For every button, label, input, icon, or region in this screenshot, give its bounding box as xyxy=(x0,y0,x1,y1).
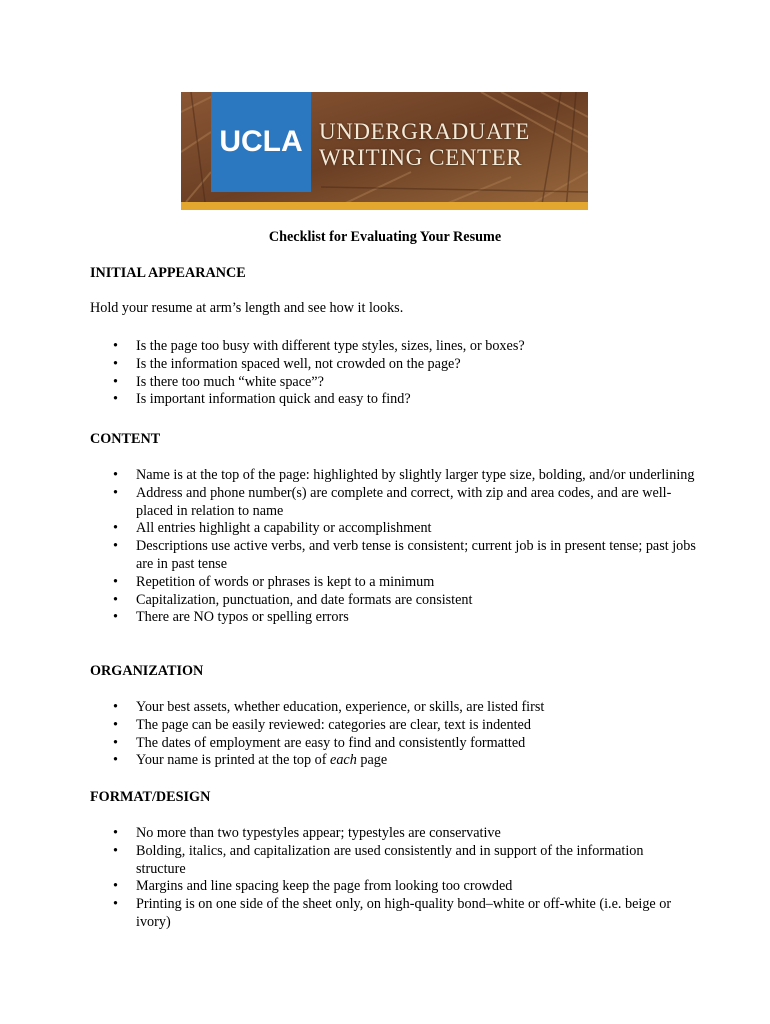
bullet-icon: • xyxy=(113,591,118,608)
list-item: • Bolding, italics, and capitalization are used consistently and in support of the information structure xyxy=(113,842,644,877)
list-item: • Descriptions use active verbs, and verb tense is consistent; current job is in present tense; past jobs are in past tense xyxy=(113,538,696,572)
list-item: • Is important information quick and easy to find? xyxy=(113,391,411,408)
list-item: • The page can be easily reviewed: categories are clear, text is indented xyxy=(113,716,531,733)
bullet-icon: • xyxy=(113,355,118,372)
bullet-icon: • xyxy=(113,752,118,769)
bullet-icon: • xyxy=(113,373,118,390)
banner-line-undergraduate: UNDERGRADUATE xyxy=(319,119,530,144)
bullet-icon: • xyxy=(113,699,118,715)
banner-bottom-stripe xyxy=(181,202,588,210)
content-list xyxy=(0,467,770,627)
document-title: Checklist for Evaluating Your Resume xyxy=(268,229,502,245)
list-item: • There are NO typos or spelling errors xyxy=(113,609,349,626)
list-item: • Is the page too busy with different type styles, sizes, lines, or boxes? xyxy=(113,338,525,354)
organization-list xyxy=(0,699,770,770)
list-item: • No more than two typestyles appear; typestyles are conservative xyxy=(113,825,501,841)
list-item: • Address and phone number(s) are complete and correct, with zip and area codes, and are well-placed in relation to name xyxy=(113,484,672,519)
list-item: • Is there too much “white space”? xyxy=(113,373,324,390)
section-heading-initial-appearance: INITIAL APPEARANCE xyxy=(90,265,246,281)
bullet-icon: • xyxy=(113,878,118,895)
bullet-icon: • xyxy=(113,825,118,841)
ucla-writing-center-banner xyxy=(181,92,588,210)
list-item: • Name is at the top of the page: highlighted by slightly larger type size, bolding, and/or underlining xyxy=(113,467,695,483)
bullet-icon: • xyxy=(113,391,118,408)
section-heading-organization: ORGANIZATION xyxy=(90,663,204,679)
initial-appearance-list xyxy=(0,338,770,409)
list-item: • Margins and line spacing keep the page from looking too crowded xyxy=(113,878,513,895)
bullet-icon: • xyxy=(113,467,118,483)
banner-line-writing-center: WRITING CENTER xyxy=(319,145,523,170)
bullet-icon: • xyxy=(113,734,118,751)
list-item: • The dates of employment are easy to find and consistently formatted xyxy=(113,734,526,751)
bullet-icon: • xyxy=(113,609,118,626)
ucla-logo xyxy=(211,92,311,192)
bullet-icon: • xyxy=(113,842,118,859)
bullet-icon: • xyxy=(113,338,118,354)
section-heading-content: CONTENT xyxy=(90,431,161,447)
bullet-icon: • xyxy=(113,538,118,555)
bullet-icon: • xyxy=(113,520,118,537)
bullet-icon: • xyxy=(113,896,118,913)
list-item: • Repetition of words or phrases is kept to a minimum xyxy=(113,573,435,590)
list-item: • Is the information spaced well, not crowded on the page? xyxy=(113,355,461,372)
ucla-logo-text: UCLA xyxy=(219,125,303,159)
bullet-icon: • xyxy=(113,573,118,590)
list-item: • Your best assets, whether education, experience, or skills, are listed first xyxy=(113,699,545,715)
list-item: • Capitalization, punctuation, and date formats are consistent xyxy=(113,591,473,608)
list-item: • Printing is on one side of the sheet only, on high-quality bond–white or off-white (i.e. beige or ivory) xyxy=(113,896,672,930)
format-design-list xyxy=(0,825,770,932)
list-item: • Your name is printed at the top of each page xyxy=(113,752,388,769)
bullet-icon: • xyxy=(113,716,118,733)
bullet-icon: • xyxy=(113,484,118,501)
section-heading-format-design: FORMAT/DESIGN xyxy=(90,789,211,805)
section-intro-initial-appearance: Hold your resume at arm’s length and see how it looks. xyxy=(90,300,404,316)
list-item: • All entries highlight a capability or accomplishment xyxy=(113,520,432,537)
